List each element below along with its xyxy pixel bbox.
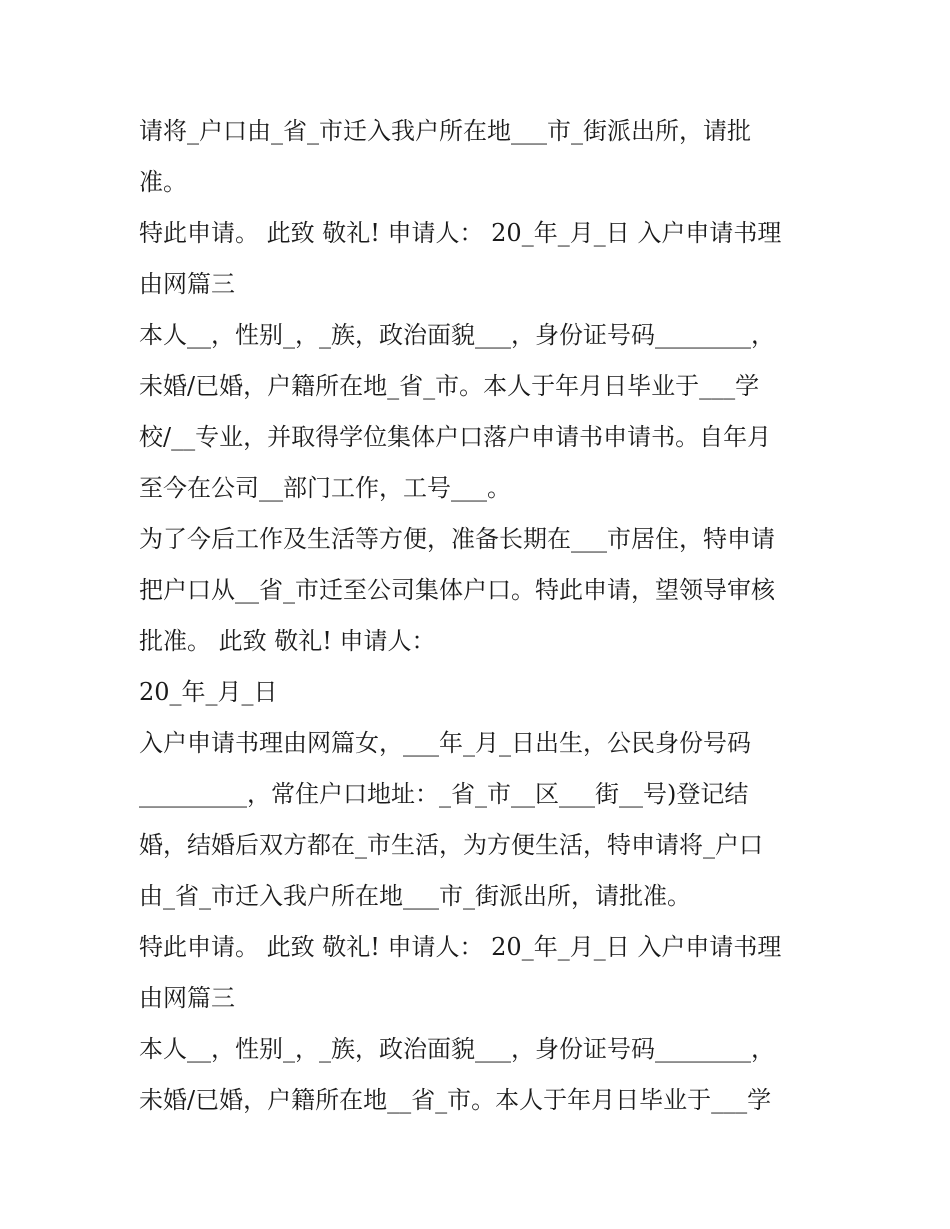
text-line: _________，常住户口地址：_省_市__区___街__号)登记结 — [139, 780, 749, 808]
text-line: 请将_户口由_省_市迁入我户所在地___市_街派出所，请批 — [139, 117, 751, 145]
text-line: 由网篇三 — [139, 984, 235, 1012]
text-line: 由网篇三 — [139, 270, 235, 298]
text-line: 本人__，性别_，_族，政治面貌___，身份证号码________， — [139, 321, 775, 349]
text-line: 为了今后工作及生活等方便，准备长期在___市居住，特申请 — [139, 525, 775, 553]
text-line: 婚，结婚后双方都在_市生活，为方便生活，特申请将_户口 — [139, 831, 763, 859]
text-line: 本人__，性别_，_族，政治面貌___，身份证号码________， — [139, 1035, 775, 1063]
document-body — [139, 106, 819, 1126]
text-line: 未婚/已婚，户籍所在地_省_市。本人于年月日毕业于___学 — [139, 372, 760, 400]
text-line: 批准。 此致 敬礼! 申请人： — [139, 627, 436, 655]
text-line: 准。 — [139, 168, 187, 196]
text-line: 至今在公司__部门工作，工号___。 — [139, 474, 511, 502]
text-line: 20_年_月_日 — [139, 678, 278, 706]
text-line: 特此申请。 此致 敬礼! 申请人： 20_年_月_日 入户申请书理 — [139, 933, 782, 961]
text-line: 把户口从__省_市迁至公司集体户口。特此申请，望领导审核 — [139, 576, 775, 604]
text-line: 校/__专业，并取得学位集体户口落户申请书申请书。自年月 — [139, 423, 772, 451]
text-line: 未婚/已婚，户籍所在地__省_市。本人于年月日毕业于___学 — [139, 1086, 772, 1114]
text-line: 特此申请。 此致 敬礼! 申请人： 20_年_月_日 入户申请书理 — [139, 219, 782, 247]
text-line: 入户申请书理由网篇女，___年_月_日出生，公民身份号码 — [139, 729, 751, 757]
text-line: 由_省_市迁入我户所在地___市_街派出所，请批准。 — [139, 882, 691, 910]
